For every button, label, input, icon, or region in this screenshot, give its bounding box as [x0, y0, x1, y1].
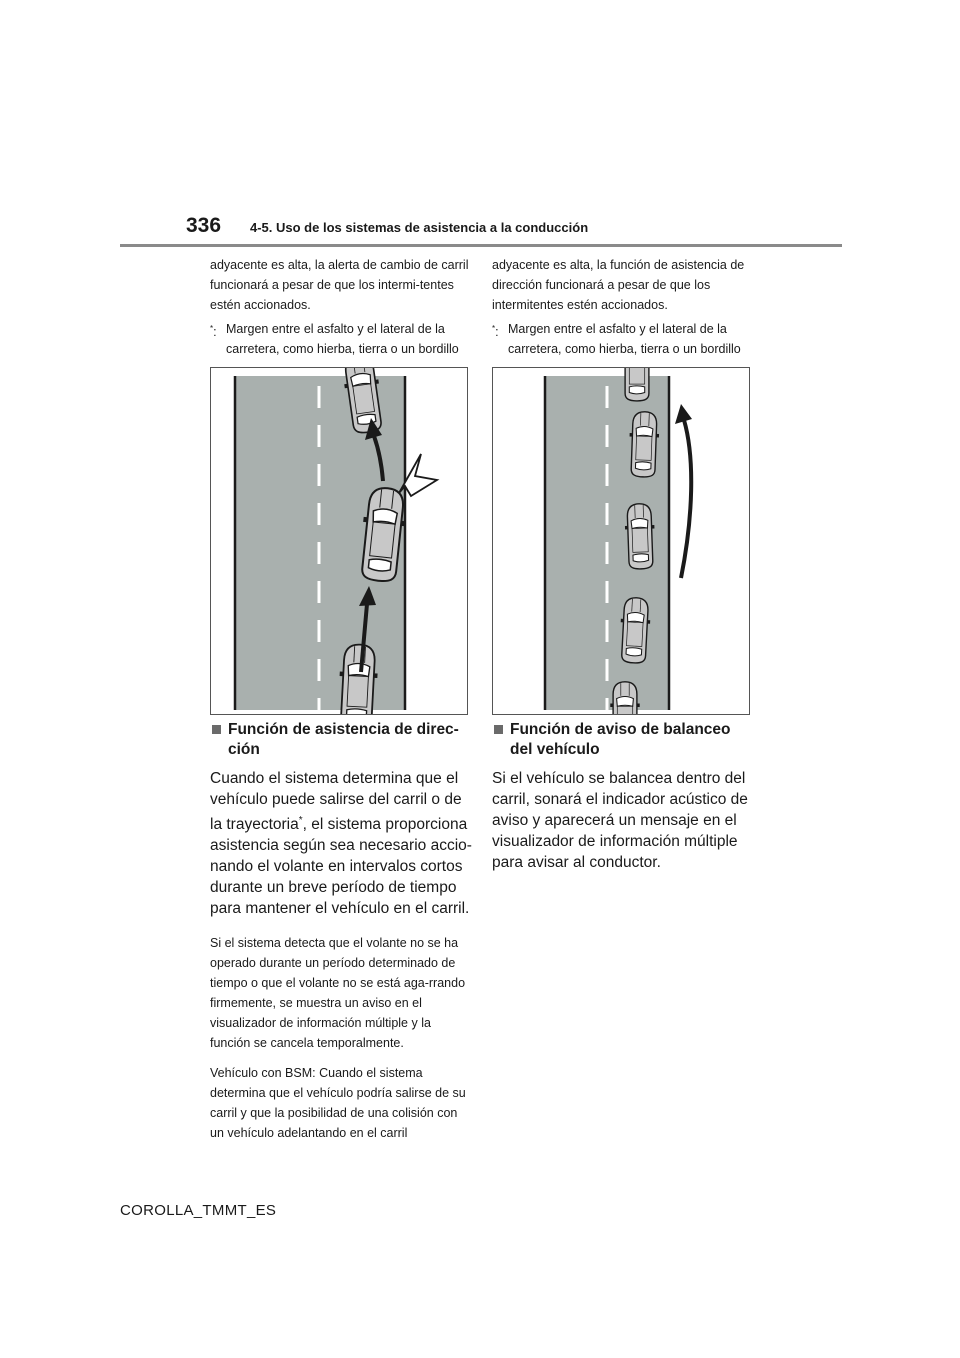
page-number: 336 [186, 214, 222, 237]
steering-assist-illustration [210, 367, 468, 715]
model-code-footer: COROLLA_TMMT_ES [120, 1202, 277, 1219]
sway-warning-illustration [492, 367, 750, 715]
left-column-bottom [210, 720, 472, 1143]
sway-warning-body: Si el vehículo se balancea dentro del carril, sonará el indicador acústico de aviso y aparecerá un mensaje en el visualizador de información múltiple para avisar al conductor. [492, 770, 748, 871]
left-top-paragraph: adyacente es alta, la alerta de cambio de carril funcionará a pesar de que los intermi-tentes estén accionados. [210, 258, 469, 312]
steering-assist-body: Cuando el sistema determina que el vehículo puede salirse del carril o de la trayectoria*, el sistema proporciona asistencia según sea necesario accio-nando el volante en intervalos cortos durante un breve período de tiempo para mantener el vehículo en el carril. [210, 770, 472, 918]
left-footnote [210, 319, 472, 359]
header-divider [120, 244, 842, 247]
curved-arrow [681, 420, 691, 578]
bullet-square-icon [212, 725, 221, 734]
right-column-top [492, 255, 754, 359]
steering-assist-heading: Función de asistencia de direc-ción [210, 720, 472, 760]
right-column-bottom [492, 720, 754, 873]
bullet-square-icon [494, 725, 503, 734]
car-3 [624, 503, 656, 569]
steering-assist-note-2: Vehículo con BSM: Cuando el sistema determina que el vehículo podría salirse de su carril y que la posibilidad de una colisión con un vehículo adelantando en el carril [210, 1066, 466, 1141]
footnote-marker: *: [210, 324, 217, 340]
left-footnote-text: Margen entre el asfalto y el lateral de la carretera, como hierba, tierra o un bordillo [226, 322, 459, 356]
right-footnote [492, 319, 754, 359]
car-2 [628, 411, 660, 477]
car-5 [610, 682, 639, 714]
left-column-top [210, 255, 472, 359]
right-top-paragraph: adyacente es alta, la función de asistencia de dirección funcionará a pesar de que los intermitentes estén accionados. [492, 258, 745, 312]
car-1 [622, 368, 651, 401]
curved-arrow-head [675, 404, 692, 424]
sway-warning-heading: Función de aviso de balanceo del vehículo [492, 720, 754, 760]
section-title: 4-5. Uso de los sistemas de asistencia a la conducción [250, 220, 589, 235]
steering-assist-note-1: Si el sistema detecta que el volante no se ha operado durante un período determinado de tiempo o que el volante no se está aga-rrando firmemente, se muestra un aviso en el visualizador de información múltiple y la función se cancela temporalmente. [210, 936, 466, 1051]
footnote-marker: *: [492, 324, 499, 340]
right-footnote-text: Margen entre el asfalto y el lateral de la carretera, como hierba, tierra o un bordillo [508, 322, 741, 356]
